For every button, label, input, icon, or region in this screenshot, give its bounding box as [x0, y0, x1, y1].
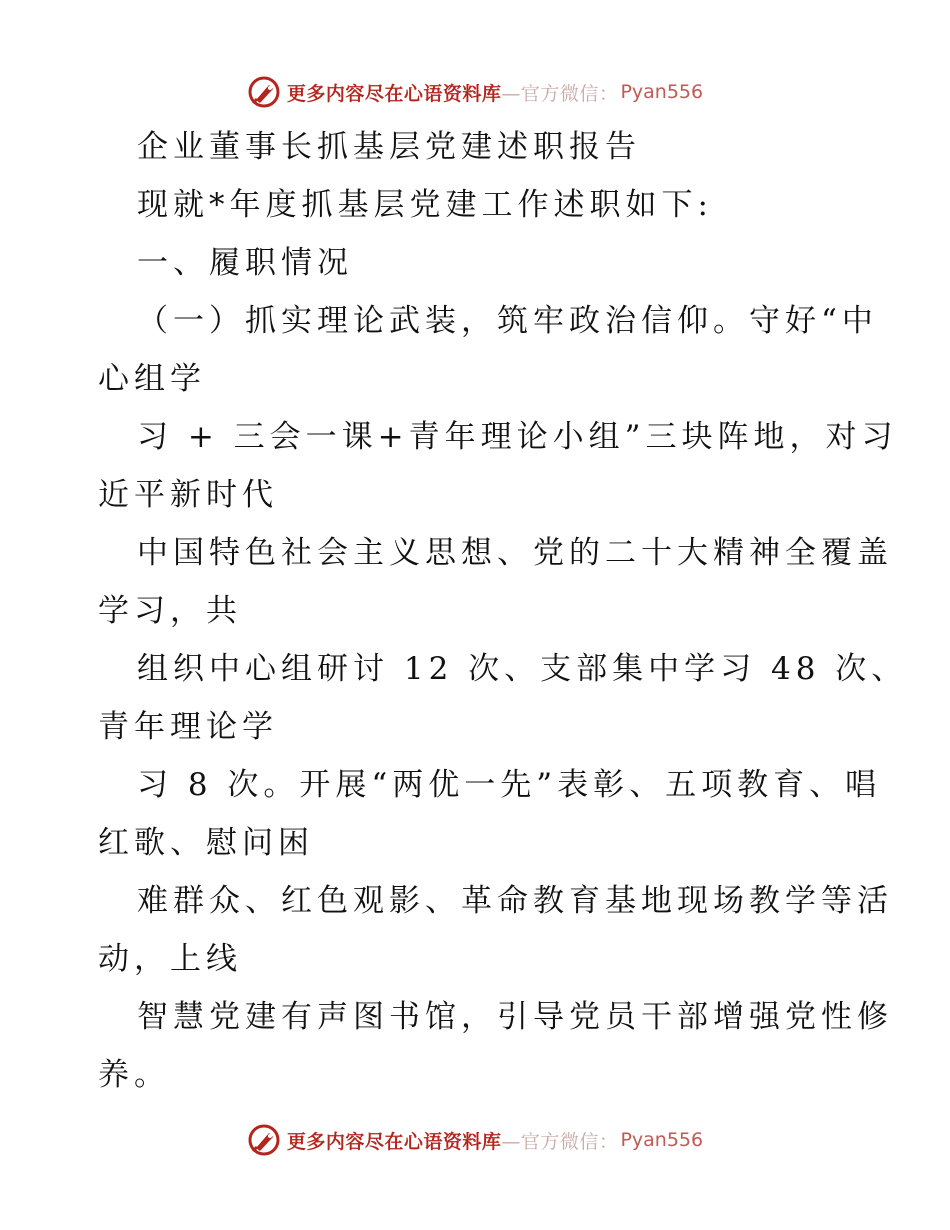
- footer-watermark: [0, 1120, 950, 1160]
- pen-nib-seal-icon: [247, 75, 281, 109]
- paragraph-line: 难群众、红色观影、革命教育基地现场教学等活: [137, 883, 893, 919]
- watermark-gray-text: —官方微信：: [501, 1130, 619, 1153]
- paragraph-line: 近平新时代: [98, 477, 278, 513]
- paragraph-line: 心组学: [98, 361, 206, 397]
- paragraph-line: 中国特色社会主义思想、党的二十大精神全覆盖: [137, 535, 893, 571]
- document-title: 企业董事长抓基层党建述职报告: [137, 129, 641, 165]
- watermark-red-text: 更多内容尽在心语资料库: [286, 82, 502, 105]
- section-heading: 一、履职情况: [137, 245, 353, 281]
- watermark-red-text: 更多内容尽在心语资料库: [286, 1130, 502, 1153]
- paragraph-line: 动，上线: [98, 941, 242, 977]
- watermark-brand-text: Pyan556: [620, 81, 704, 103]
- pen-nib-seal-icon: [247, 1123, 281, 1157]
- watermark-brand-text: Pyan556: [620, 1129, 704, 1151]
- watermark-gray-text: —官方微信：: [501, 82, 619, 105]
- paragraph-line: 习 8 次。开展“两优一先”表彰、五项教育、唱: [137, 767, 882, 803]
- paragraph-line: 组织中心组研讨 12 次、支部集中学习 48 次、: [137, 651, 908, 687]
- paragraph-line: 养。: [98, 1057, 170, 1093]
- paragraph-line: （一）抓实理论武装，筑牢政治信仰。守好“中: [137, 303, 878, 339]
- paragraph-line: 青年理论学: [98, 709, 278, 745]
- paragraph-line: 红歌、慰问困: [98, 825, 314, 861]
- paragraph-line: 现就*年度抓基层党建工作述职如下:: [137, 187, 713, 223]
- paragraph-line: 智慧党建有声图书馆，引导党员干部增强党性修: [137, 999, 893, 1035]
- paragraph-line: 习 + 三会一课+青年理论小组”三块阵地，对习: [137, 419, 898, 455]
- paragraph-line: 学习，共: [98, 593, 242, 629]
- header-watermark: [0, 72, 950, 112]
